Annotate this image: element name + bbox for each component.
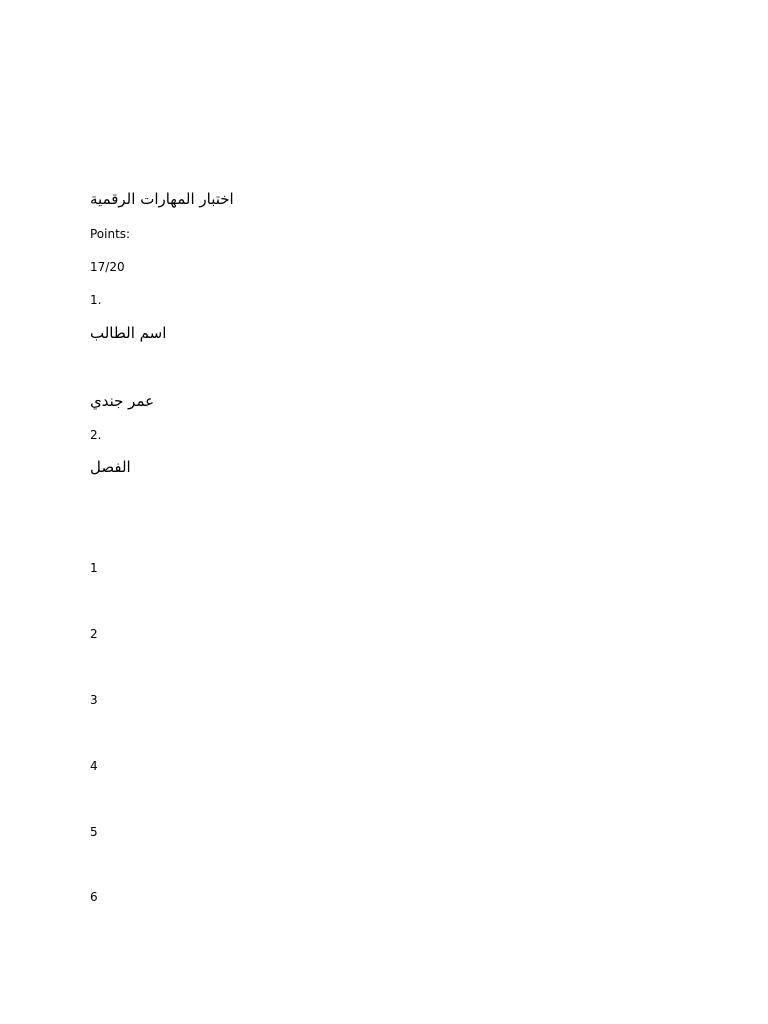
quiz-title: اختبار المهارات الرقمية xyxy=(90,190,234,208)
points-value: 17/20 xyxy=(90,260,125,274)
question-2-option-3[interactable]: 3 xyxy=(90,693,98,707)
points-label: Points: xyxy=(90,227,131,241)
question-2-option-6[interactable]: 6 xyxy=(90,890,98,904)
question-2-label: الفصل xyxy=(90,458,131,476)
question-2-number: 2. xyxy=(90,428,102,442)
question-2-option-4[interactable]: 4 xyxy=(90,759,98,773)
question-2-option-5[interactable]: 5 xyxy=(90,825,98,839)
question-2-option-1[interactable]: 1 xyxy=(90,561,98,575)
question-1-answer: عمر جندي xyxy=(90,392,155,410)
question-1-label: اسم الطالب xyxy=(90,324,167,342)
question-1-number: 1. xyxy=(90,293,102,307)
question-2-option-2[interactable]: 2 xyxy=(90,627,98,641)
